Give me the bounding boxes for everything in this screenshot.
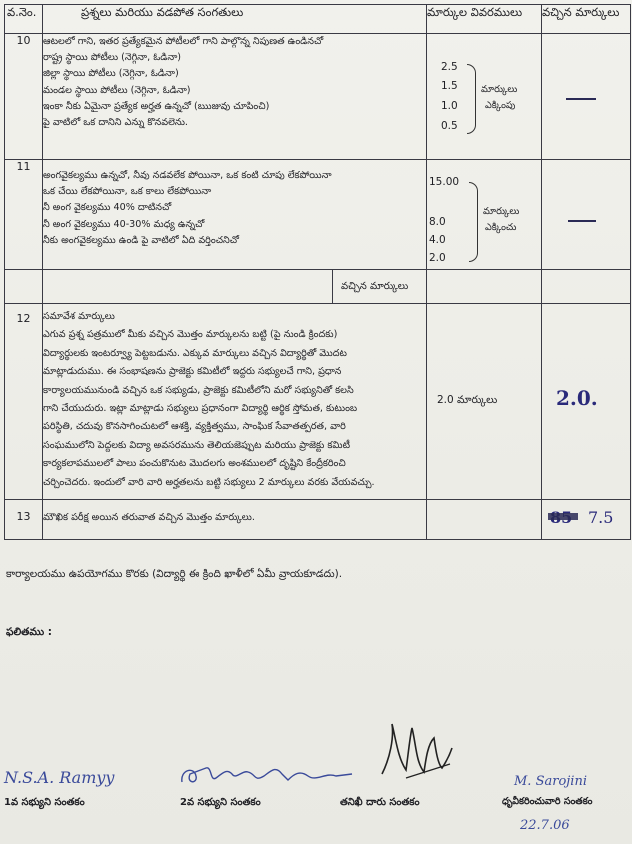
marks-detail-cell: [427, 160, 542, 270]
marks-awarded-cell: [542, 160, 631, 270]
signature-3: [376, 718, 456, 782]
subtotal-row: [5, 270, 631, 304]
question-line: నీ అంగ వైకల్యము 40% దాటినచో: [43, 202, 172, 214]
result-label: ఫలితము :: [6, 626, 52, 638]
question-line: గాని చేయుదురు. ఇట్లా మాట్లాడు సభ్యులు ప్రధానంగా విద్యార్థి ఆర్థిక స్తోమత, కుటుంబ: [43, 403, 358, 415]
table-row: [5, 34, 631, 160]
question-line: సంఘములోని పెద్దలకు విద్యా అవసరమును తెలియజెప్పుట మరియు ప్రాజెక్టు కమిటీ: [43, 439, 350, 451]
marks-note: ఎక్కించు: [485, 222, 517, 233]
marks-note: ఎక్కింపు: [485, 100, 516, 111]
evaluation-table: [4, 4, 631, 540]
question-line: రాష్ట్ర స్థాయి పోటీలు (నెగ్గినా, ఓడినా): [43, 52, 182, 64]
empty-cell: [427, 500, 542, 540]
mark-value: 2.0 మార్కులు: [437, 394, 498, 406]
table-row: [5, 500, 631, 540]
question-line: మండల స్థాయి పోటీలు (నెగ్గినా, ఓడినా): [43, 84, 191, 96]
awarded-dash: [568, 220, 596, 222]
mark-value: 4.0: [429, 234, 446, 246]
office-use-note: కార్యాలయము ఉపయోగము కొరకు (విద్యార్థి ఈ క్రింది ఖాళీలో ఏమీ వ్రాయకూడదు).: [6, 568, 343, 580]
question-line: నీకు అంగవైకల్యము ఉండి పై వాటిలో ఏది వర్తించనిచో: [43, 234, 239, 246]
question-line: అంగవైకల్యము ఉన్నచో, నీవు నడవలేక పోయినా, ఒక కంటి చూపు లేకపోయినా: [43, 170, 332, 181]
question-line: చర్చించెదరు. ఇందులో వారి వారి అర్హతలను బట్టి సభ్యులు 2 మార్కులు వరకు వేయవచ్చు.: [43, 476, 375, 488]
subtotal-label-box: [332, 270, 426, 303]
signature-4-name: M. Sarojini: [514, 774, 587, 789]
row-question-text: [43, 304, 427, 500]
question-line: మాట్లాడుదుము. ఈ సంభాషణను ప్రాజెక్టు కమిటీలో ఇద్దరు సభ్యులచే గాని, ప్రధాన: [43, 366, 342, 378]
signature-4-date: 22.7.06: [520, 818, 570, 833]
marks-detail-cell: [427, 304, 542, 500]
header-questions: ప్రశ్నలు మరియు వడపోత సంగతులు: [43, 5, 427, 34]
marks-awarded-cell: [542, 304, 631, 500]
signature-label-verifier: ధృవీకరించువారి సంతకం: [502, 796, 593, 807]
question-line: పరిస్థితి, చదువు కొనసాగించుటలో ఆశక్తి, వ్యక్తిత్వము, సాంఘిక సేవాతత్పరత, వారి: [43, 421, 346, 433]
row-number: 11: [5, 160, 43, 270]
row-question-text: [43, 160, 427, 270]
mark-value: 1.0: [441, 100, 458, 112]
question-line: ఆటలలో గాని, ఇతర ప్రత్యేకమైన పోటీలలో గాని పాల్గొన్న నిపుణత ఉండినచో: [43, 36, 324, 47]
question-line: నీ అంగ వైకల్యము 40-30% మధ్య ఉన్నచో: [43, 218, 205, 230]
empty-cell: [427, 270, 542, 304]
signature-2: [176, 760, 356, 790]
row-number: 13: [5, 500, 43, 540]
marks-detail-cell: [427, 34, 542, 160]
mark-value: 8.0: [429, 216, 446, 228]
handwritten-mark: 2.0.: [556, 386, 598, 410]
row-number: 10: [5, 34, 43, 160]
question-line: విద్యార్థులకు ఇంటర్వ్యూ పెట్టబడును. ఎక్కువ మార్కులు వచ్చిన విద్యార్థితో మొదట: [43, 347, 347, 359]
question-title: సమావేశ మార్కులు: [43, 311, 115, 322]
mark-value: 2.5: [441, 61, 458, 73]
row-question-text: మౌఖిక పరీక్ష అయిన తరువాత వచ్చిన మొత్తం మార్కులు.: [43, 500, 427, 540]
table-header-row: [5, 5, 631, 34]
question-line: పై వాటిలో ఒక దానిని ఎన్ను కొనవలెను.: [43, 117, 188, 129]
signature-label-member1: 1వ సభ్యుని సంతకం: [4, 797, 85, 808]
question-line: జిల్లా స్థాయి పోటీలు (నెగ్గినా, ఓడినా): [43, 68, 179, 80]
table-row: [5, 160, 631, 270]
marks-note: మార్కులు: [481, 84, 518, 95]
empty-cell: [5, 270, 43, 304]
header-marks-awarded: వచ్చిన మార్కులు: [542, 5, 631, 34]
handwritten-total: 7.5: [588, 508, 614, 527]
subtotal-label: వచ్చిన మార్కులు: [341, 281, 409, 292]
marks-awarded-cell: [542, 500, 631, 540]
mark-value: 0.5: [441, 120, 458, 132]
marks-note: మార్కులు: [483, 206, 520, 217]
question-line: ఎగువ ప్రశ్న పత్రములో మీకు వచ్చిన మొత్తం మార్కులను బట్టి (పై నుండి క్రిందకు): [43, 329, 338, 341]
subtotal-cell: [43, 270, 427, 304]
question-line: కార్యకలాపములలో పాలు పంచుకొనుట మొదలగు అంశములలో దృష్టిని కేంద్రీకరించి: [43, 458, 346, 470]
header-serial-no: వ.నెం.: [5, 5, 43, 34]
question-line: ఇంకా నీకు ఏమైనా ప్రత్యేక అర్హత ఉన్నచో (ఋజువు చూపించి): [43, 100, 270, 112]
awarded-dash: [566, 98, 596, 100]
scribble-strike: [548, 513, 578, 520]
question-line: ఒక చేయి లేకపోయినా, ఒక కాలు లేకపోయినా: [43, 186, 212, 198]
signature-1: N.S.A. Ramyy: [4, 768, 115, 787]
struck-mark: [550, 508, 572, 527]
marks-awarded-cell: [542, 34, 631, 160]
mark-value: 2.0: [429, 252, 446, 264]
row-question-text: [43, 34, 427, 160]
empty-cell: [542, 270, 631, 304]
header-marks-detail: మార్కుల వివరములు: [427, 5, 542, 34]
row-number: 12: [5, 304, 43, 500]
table-row: [5, 304, 631, 500]
mark-value: 15.00: [429, 176, 460, 188]
curly-brace: [467, 64, 476, 134]
signature-label-inspector: తనిఖీ దారు సంతకం: [340, 797, 420, 808]
curly-brace: [469, 182, 478, 262]
signature-label-member2: 2వ సభ్యుని సంతకం: [180, 797, 261, 808]
question-line: కార్యాలయమునుండి వచ్చిన ఒక సభ్యుడు, ప్రాజెక్టు కమిటీలోని మరో సభ్యునితో కలసి: [43, 384, 354, 396]
mark-value: 1.5: [441, 80, 458, 92]
